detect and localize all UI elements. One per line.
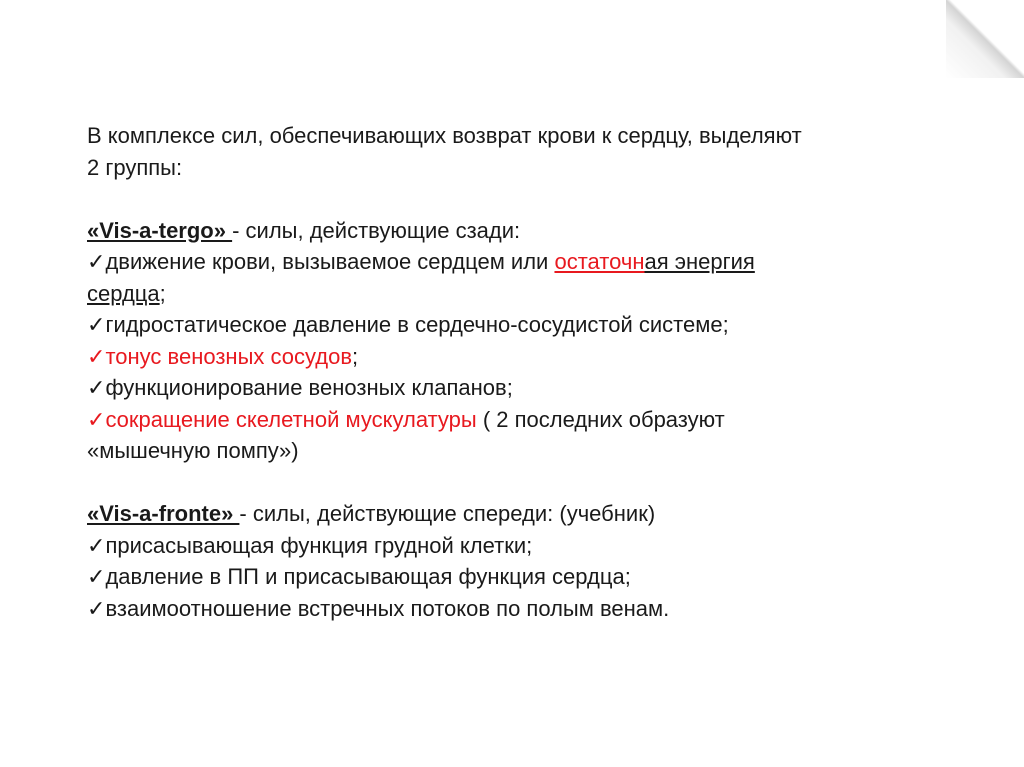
tergo-item-1	[87, 246, 927, 278]
fronte-item-1-text: присасывающая функция грудной клетки;	[105, 532, 533, 558]
fronte-item-2	[87, 561, 927, 593]
checkmark-icon: ✓	[87, 532, 106, 558]
tergo-term: «Vis-a-tergo»	[87, 217, 233, 243]
tergo-item-4	[87, 372, 927, 404]
checkmark-icon: ✓	[87, 343, 106, 369]
fronte-item-1	[87, 530, 927, 562]
fronte-desc: - силы, действующие спереди: (учебник)	[239, 501, 656, 526]
tergo-item-1-line2-ul: сердца	[87, 280, 160, 306]
tergo-item-1-part1: движение крови, вызываемое сердцем или	[105, 249, 555, 274]
fronte-item-3	[87, 593, 927, 625]
tergo-item-3-end: ;	[352, 343, 359, 369]
intro-line-2: 2 группы:	[87, 154, 183, 180]
checkmark-icon: ✓	[87, 406, 106, 432]
checkmark-icon: ✓	[87, 595, 106, 621]
fronte-term: «Vis-a-fronte»	[87, 501, 240, 526]
tergo-item-1-line2-end: ;	[159, 280, 166, 306]
fronte-heading	[87, 498, 927, 530]
fronte-item-3-text: взаимоотношение встречных потоков по полым венам.	[105, 595, 670, 621]
tergo-item-1-red-link: остаточн	[554, 249, 645, 274]
tergo-desc: - силы, действующие сзади:	[232, 217, 521, 243]
tergo-item-5-cont: «мышечную помпу»)	[87, 438, 299, 463]
spacer	[87, 183, 927, 215]
tergo-item-2-text: гидростатическое давление в сердечно-сосудистой системе;	[105, 312, 729, 337]
checkmark-icon: ✓	[87, 249, 106, 274]
tergo-item-4-text: функционирование венозных клапанов;	[105, 375, 513, 400]
tergo-item-1-cont	[87, 278, 927, 310]
tergo-item-5-end: ( 2 последних образуют	[476, 406, 725, 432]
checkmark-icon: ✓	[87, 312, 106, 337]
tergo-item-1-ul: ая энергия	[644, 249, 755, 274]
spacer	[87, 467, 927, 499]
tergo-item-5-red: сокращение скелетной мускулатуры	[105, 406, 477, 432]
tergo-item-3-red: тонус венозных сосудов	[105, 343, 353, 369]
tergo-heading	[87, 215, 927, 247]
page-curl-corner	[946, 0, 1024, 78]
fronte-item-2-text: давление в ПП и присасывающая функция сердца;	[105, 564, 631, 589]
checkmark-icon: ✓	[87, 564, 106, 589]
checkmark-icon: ✓	[87, 375, 106, 400]
intro-line-1: В комплексе сил, обеспечивающих возврат крови к сердцу, выделяют	[87, 123, 802, 148]
tergo-item-5	[87, 404, 927, 436]
tergo-item-3	[87, 341, 927, 373]
slide-content	[87, 120, 927, 624]
tergo-item-2	[87, 309, 927, 341]
